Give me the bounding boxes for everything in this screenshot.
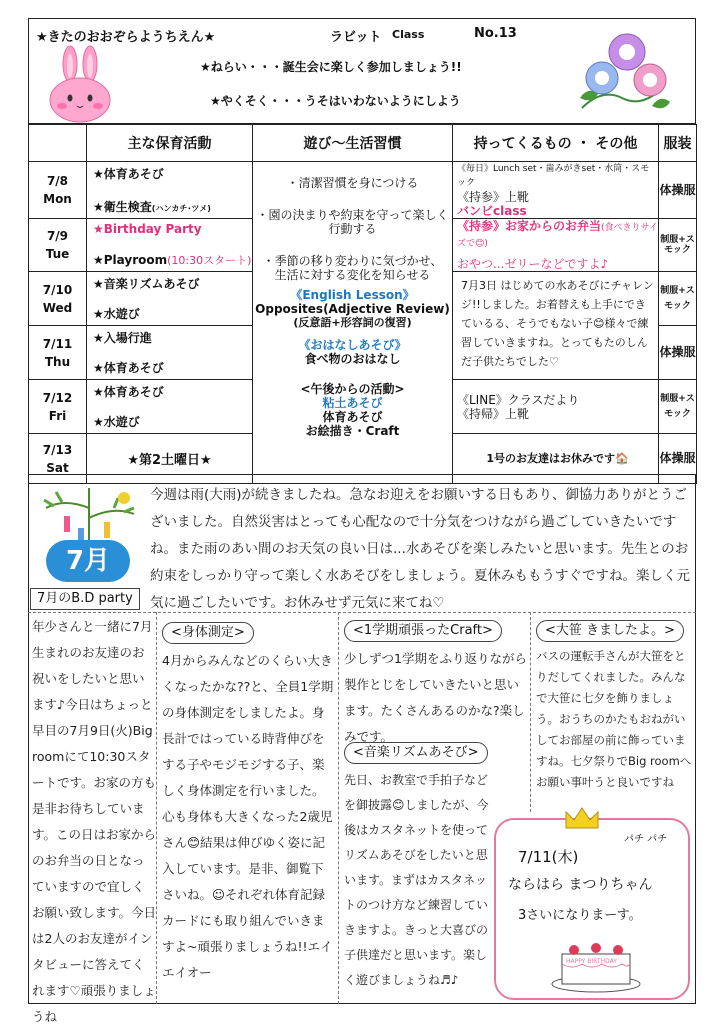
crown-icon: [562, 804, 602, 832]
divider: [530, 612, 531, 812]
bring-cell-mon: 《毎日》Lunch set・歯みがきset・水筒・スモック 《持参》上靴 バンビclass: [453, 162, 659, 219]
english-lesson-sub: (反意語+形容詞の復習): [293, 316, 412, 329]
class-name: ラビット: [330, 30, 382, 45]
tanabata-title: <大笹 きましたよ。>: [536, 620, 684, 642]
measure-title: <身体測定>: [162, 622, 254, 644]
tanabata-text: バスの運転手さんが大笹をとりだしてくれました。みんなで大笹に七夕を飾りましょう。おうちのかたもおねがいしてお部屋の前に飾っていますね。七夕祭りでBig roomへお願い事叶うと良いですね: [536, 649, 692, 789]
bring-cell-fri: 《LINE》クラスだより 《持帰》上靴: [453, 380, 659, 434]
divider: [338, 612, 339, 1004]
activity-cell-wed: [87, 272, 253, 326]
birthday-age: 3さいになりまーす。: [518, 908, 642, 923]
afternoon-3: お絵描き・Craft: [305, 424, 400, 438]
habit-2: ・園の決まりや約束を守って楽しく行動する: [256, 208, 449, 236]
promise-text: ★やくそく・・・うそはいわないようにしよう: [210, 94, 461, 108]
habit-3a: ・季節の移り変わりに気づかせ、: [262, 254, 443, 268]
activity-2: ★衛生検査(ハンカチ･ツメ): [93, 200, 211, 214]
activity-1: ★Birthday Party: [93, 222, 202, 236]
activity-cell-thu: [87, 326, 253, 380]
bd-party-text: 年少さんと一緒に7月生まれのお友達のお祝いをしたいと思います♪今日はちょっと早目の7月9日(火)Big roomにて10:30スタートです。お家の方も是非お待ちしています。この日はお家からのお弁当の日となっていますので宜しくお願い致します。今日は2人のお友達がインタビューに答えてくれます♡頑張りましょうね: [32, 619, 157, 1024]
craft-text: 少しずつ1学期をふり返りながら製作とじをしていきたいと思います。たくさんあるのかな?楽しみです。: [344, 651, 527, 744]
activity-1: ★体育あそび: [93, 385, 164, 399]
day-cell-mon: 7/8 Mon: [29, 162, 87, 219]
craft-title: <1学期頑張ったCraft>: [344, 620, 502, 642]
afternoon-title: <午後からの活動>: [300, 382, 405, 396]
activity-1: ★入場行進: [93, 331, 152, 345]
class-label: Class: [392, 28, 425, 41]
blank-header: [29, 125, 87, 162]
habit-1: ・清潔習慣を身につける: [286, 176, 419, 190]
day-cell-thu: 7/11 Thu: [29, 326, 87, 380]
cake-text: HAPPY BIRTHDAY: [566, 958, 617, 965]
bring-cell-sat: 1号のお友達はお休みです🏠: [453, 434, 659, 484]
aim-text: ★ねらい・・・誕生会に楽しく参加しましょう!!: [200, 60, 462, 74]
birthday-deco: パチ パチ: [624, 834, 668, 845]
afternoon-2: 体育あそび: [322, 410, 383, 424]
activity-2: ★体育あそび: [93, 361, 164, 375]
school-name: ★きたのおおぞらようちえん★: [36, 30, 216, 45]
clothes-cell-mon: 体操服: [659, 162, 697, 219]
divider: [28, 612, 696, 613]
english-lesson-topic: Opposites(Adjective Review): [255, 302, 450, 316]
day-cell-tue: 7/9 Tue: [29, 219, 87, 272]
measure-text: 4月からみんなどのくらい大きくなったかな??と、全員1学期の身体測定をしましたよ。身長計ではっている時背伸びをする子やモジモジする子、楽しく身体測定を行いました。心も身体も大きくなった2歳児さん😊結果は伸びゆく姿に記入しています。是非、御覧下さいね。☺それぞれ体育記録カードにも取り組んでいきますよ~頑張りましょうね!!エイエイオー: [162, 653, 334, 980]
activity-cell-mon: [87, 162, 253, 219]
play-habits-header: 遊び～生活習慣: [253, 125, 453, 162]
birthday-date: 7/11(木): [518, 848, 579, 866]
bring-items-header: 持ってくるもの ・ その他: [453, 125, 659, 162]
day-cell-fri: 7/12 Fri: [29, 380, 87, 434]
day-cell-sat: 7/13 Sat: [29, 434, 87, 484]
english-lesson-title: 《English Lesson》: [290, 288, 415, 302]
clothes-cell-thu: 体操服: [659, 326, 697, 380]
rhythm-text: 先日、お教室で手拍子などを御披露😊しましたが、今後はカスタネットを使ってリズムあそびをしたいと思います。まずはカスタネットのつけ方など練習していきますよ。きっと大喜びの子供達だと思います。楽しく遊びましょうね♬♪: [344, 773, 489, 987]
birthday-name: ならはら まつりちゃん: [508, 877, 653, 893]
bring-cell-tue: 《持参》お家からのお弁当(食べきりサイズで😊) おやつ...ゼリーなどですよ♪: [453, 219, 659, 272]
month-badge: 7月: [46, 540, 130, 582]
intro-note: 今週は雨(大雨)が続きましたね。急なお迎えをお願いする日もあり、御協力ありがとうございました。自然災害はとっても心配なので十分気をつけながら過ごしていきたいですね。また雨のあい間のお天気の良い日は...水あそびを楽しみたいと思います。先生とのお約束をしっかり守って楽しく水あそびをしましょう。夏休みももうすぐですね。楽しく元気に過ごしたいです。お休みせず元気に来てね♡: [150, 487, 690, 611]
bring-cell-wed-thu: 7月3日 はじめての水あそびにチャレンジ!!しました。お着替えも上手にできているる、そうでもない子😊様々で練習していきますね。とってもたのしんだ子供たちでした♡: [453, 272, 659, 380]
weekly-plan-table: [28, 124, 697, 484]
divider: [156, 612, 157, 1004]
activity-cell-fri: [87, 380, 253, 434]
play-habits-cell: [253, 162, 453, 484]
morning-glory-illustration: [572, 28, 682, 120]
main-activities-header: 主な保育活動: [87, 125, 253, 162]
rhythm-title: <音楽リズムあそび>: [344, 742, 488, 764]
issue-number: No.13: [474, 26, 517, 41]
activity-2: ★水遊び: [93, 415, 140, 429]
habit-3b: 生活に対する変化を知らせる: [274, 268, 431, 282]
clothes-cell-wed: 制服+スモック: [659, 272, 697, 326]
clothes-cell-tue: 制服+スモック: [659, 219, 697, 272]
activity-1: ★体育あそび: [93, 167, 164, 181]
activity-2: ★Playroom(10:30スタート): [93, 253, 252, 267]
clothes-header: 服装: [659, 125, 697, 162]
activity-cell-sat: ★第2土曜日★: [87, 434, 253, 484]
story-title: 《おはなしあそび》: [298, 338, 407, 352]
birthday-cake-illustration: [548, 936, 644, 994]
afternoon-1: 粘土あそび: [322, 396, 383, 410]
clothes-cell-fri: 制服+スモック: [659, 380, 697, 434]
clothes-cell-sat: 体操服: [659, 434, 697, 484]
bd-party-title: 7月のB.D party: [30, 588, 140, 610]
activity-2: ★水遊び: [93, 307, 140, 321]
bunny-illustration: [40, 44, 120, 124]
day-cell-wed: 7/10 Wed: [29, 272, 87, 326]
story-topic: 食べ物のおはなし: [304, 352, 401, 366]
activity-cell-tue: [87, 219, 253, 272]
activity-1: ★音楽リズムあそび: [93, 277, 200, 291]
